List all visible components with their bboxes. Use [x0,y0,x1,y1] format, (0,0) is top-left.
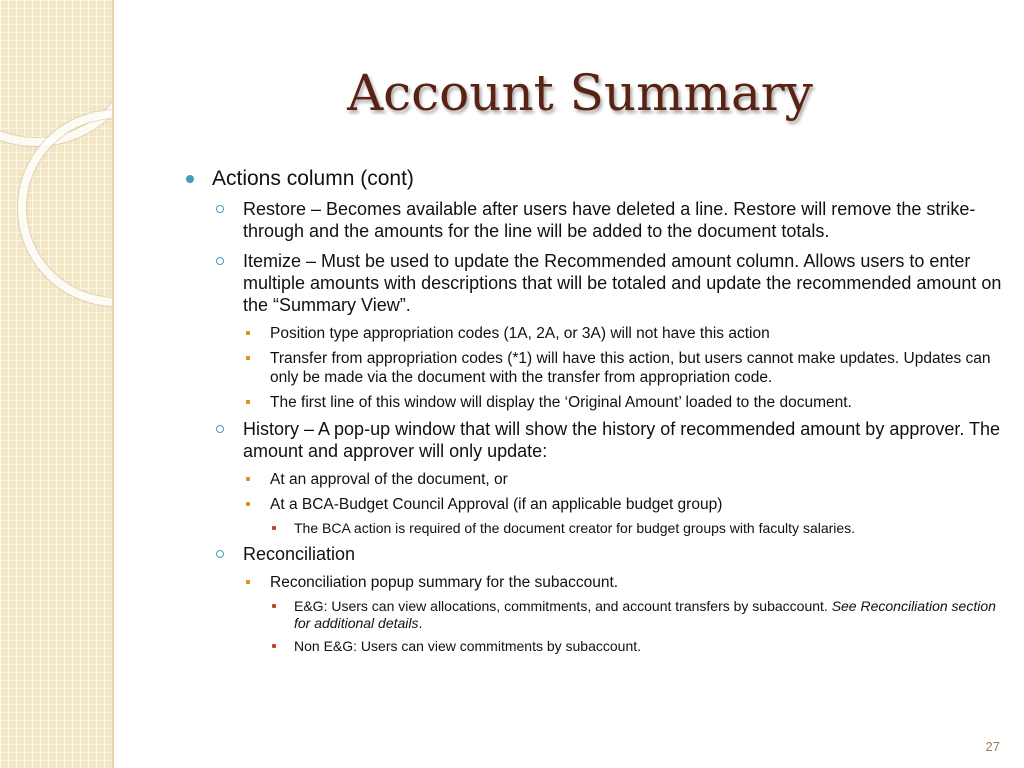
bullet-history-approval: At an approval of the document, or [243,470,1006,489]
reconciliation-eg-see-note: See Reconciliation section for additional details [294,598,996,631]
bullet-history-bca-note: The BCA action is required of the document creator for budget groups with faculty salaries. [270,520,1006,537]
decorative-side-panel [0,0,112,768]
reconciliation-eg-period: . [418,615,423,631]
bullet-itemize: Itemize – Must be used to update the Recommended amount column. Allows users to enter multiple amounts with descriptions that will be totaled and update the recommended amount on the “Summary View”. [216,250,1006,316]
bullet-reconciliation-non-eg: Non E&G: Users can view commitments by subaccount. [270,638,1006,655]
bullet-restore: Restore – Becomes available after users have deleted a line. Restore will remove the strike-through and the amounts for the line will be added to the document totals. [216,198,1006,242]
slide-title: Account Summary [347,64,813,122]
bullet-itemize-first-line: The first line of this window will display the ‘Original Amount’ loaded to the document. [243,393,1006,412]
bullet-reconciliation-popup: Reconciliation popup summary for the subaccount. [243,573,1006,592]
bullet-itemize-transfer: Transfer from appropriation codes (*1) will have this action, but users cannot make updates. Updates can only be made via the document with the transfer from appropriation code. [243,349,1006,387]
bullet-history-bca: At a BCA-Budget Council Approval (if an applicable budget group) [243,495,1006,514]
bullet-reconciliation-eg [270,598,1006,632]
bullet-itemize-position-type: Position type appropriation codes (1A, 2A, or 3A) will not have this action [243,324,1006,343]
page-number: 27 [985,739,1000,754]
bullet-actions-column: Actions column (cont) [186,166,1006,192]
side-panel-edge [112,0,114,768]
bullet-reconciliation: Reconciliation [216,543,1006,565]
reconciliation-eg-text: E&G: Users can view allocations, commitments, and account transfers by subaccount. [294,598,832,614]
bullet-history: History – A pop-up window that will show the history of recommended amount by approver. The amount and approver will only update: [216,418,1006,462]
slide-content [186,166,1006,661]
